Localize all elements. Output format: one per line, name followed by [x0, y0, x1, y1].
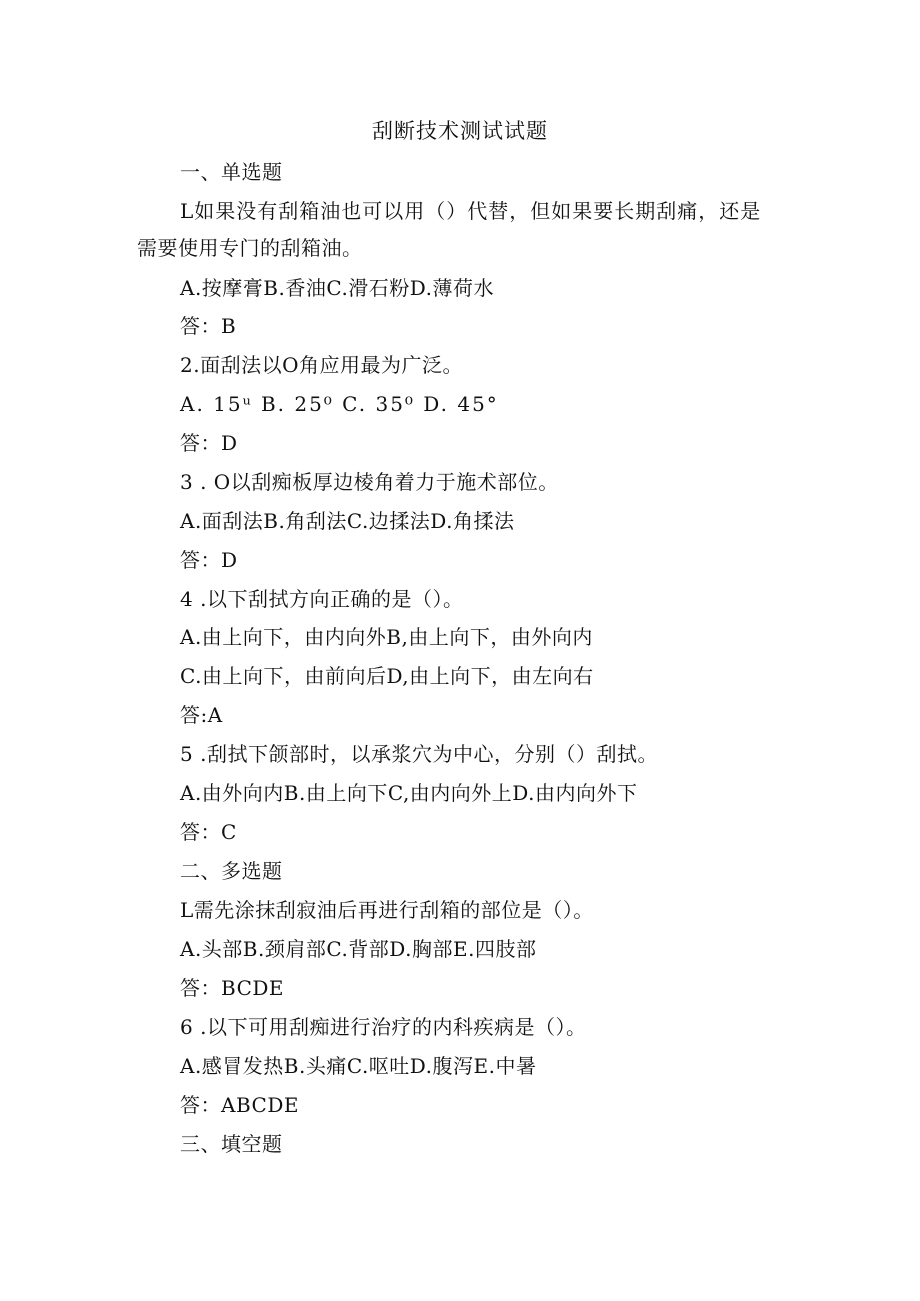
answer-options: A.面刮法B.角刮法C.边揉法D.角揉法 [180, 509, 515, 533]
answer-key: 答：C [180, 820, 237, 844]
question-text: 4 .以下刮拭方向正确的是（）。 [180, 587, 464, 611]
question-text: 3 . O以刮痴板厚边棱角着力于施术部位。 [180, 470, 559, 494]
answer-key: 答：BCDE [180, 976, 285, 1000]
question-text: 2.面刮法以O角应用最为广泛。 [180, 353, 463, 377]
question-text-continued: 需要使用专门的刮箱油。 [137, 236, 363, 260]
answer-options: C.由上向下，由前向后D,由上向下，由左向右 [180, 664, 594, 688]
answer-key: 答：ABCDE [180, 1093, 299, 1117]
question-text: L需先涂抹刮寂油后再进行刮箱的部位是（）。 [180, 898, 594, 922]
answer-key: 答:A [180, 703, 223, 727]
answer-key: 答：D [180, 548, 238, 572]
answer-options: A. 15ᵘ B. 25⁰ C. 35⁰ D. 45° [180, 392, 499, 416]
answer-key: 答：B [180, 314, 237, 338]
section-heading: 一、单选题 [180, 160, 283, 184]
answer-key: 答：D [180, 431, 238, 455]
question-text: 5 .刮拭下颌部时，以承浆穴为中心，分别（）刮拭。 [180, 742, 658, 766]
answer-options: A.由上向下，由内向外B,由上向下，由外向内 [180, 625, 593, 649]
answer-options: A.按摩膏B.香油C.滑石粉D.薄荷水 [180, 276, 494, 300]
answer-options: A.感冒发热B.头痛C.呕吐D.腹泻E.中暑 [180, 1054, 537, 1078]
document-title: 刮断技术测试试题 [372, 119, 548, 143]
section-heading: 二、多选题 [180, 859, 283, 883]
section-heading: 三、填空题 [180, 1132, 283, 1156]
question-text: L如果没有刮箱油也可以用（）代替，但如果要长期刮痛，还是 [180, 199, 762, 223]
answer-options: A.由外向内B.由上向下C,由内向外上D.由内向外下 [180, 781, 638, 805]
question-text: 6 .以下可用刮痴进行治疗的内科疾病是（）。 [180, 1015, 587, 1039]
answer-options: A.头部B.颈肩部C.背部D.胸部E.四肢部 [180, 937, 537, 961]
